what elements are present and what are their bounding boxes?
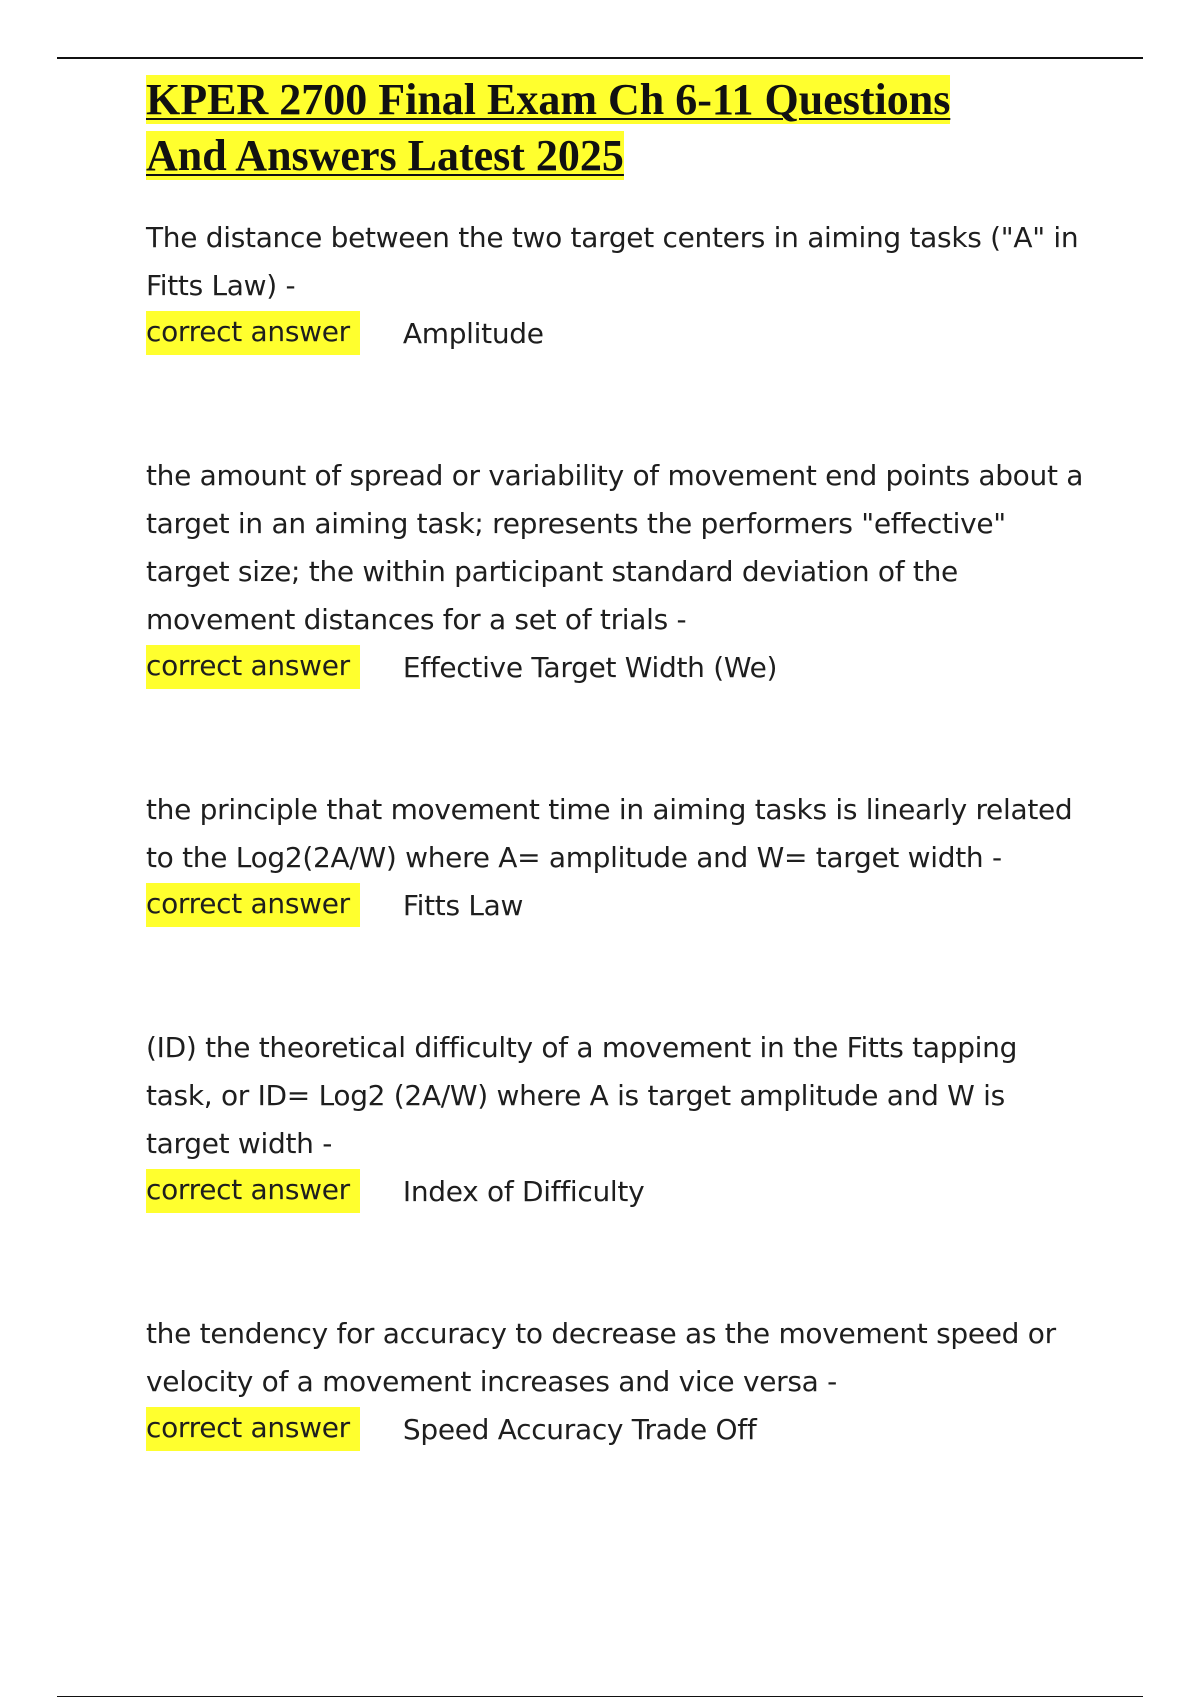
question-text: the principle that movement time in aiming tasks is linearly related to the Log2(2A/W) where A= amplitude and W= target width -: [146, 793, 1073, 874]
question-text: the amount of spread or variability of movement end points about a target in an aiming task; represents the performers "effective" target size; the within participant standard deviation of the movement distances for a set of trials -: [146, 459, 1084, 636]
title-line-1: KPER 2700 Final Exam Ch 6-11 Questions: [146, 75, 951, 124]
answer-text: Fitts Law: [402, 888, 524, 922]
question-text: The distance between the two target centers in aiming tasks ("A" in Fitts Law) -: [146, 221, 1079, 302]
answer-row: [146, 1406, 1086, 1452]
bottom-rule: [57, 1696, 1143, 1697]
question-text: (ID) the theoretical difficulty of a movement in the Fitts tapping task, or ID= Log2 (2A/W) where A is target amplitude and W is target width -: [146, 1031, 1018, 1160]
document-page: [146, 72, 1086, 1548]
top-rule: [57, 57, 1143, 59]
title-line-2: And Answers Latest 2025: [146, 131, 624, 180]
answer-row: [146, 882, 1086, 928]
correct-answer-label: correct answer: [146, 1407, 360, 1451]
answer-text: Index of Difficulty: [402, 1174, 645, 1208]
correct-answer-label: correct answer: [146, 1169, 360, 1213]
answer-row: [146, 1168, 1086, 1214]
qa-list: [146, 214, 1086, 1452]
answer-text: Effective Target Width (We): [402, 650, 778, 684]
answer-row: [146, 644, 1086, 690]
answer-row: [146, 310, 1086, 356]
qa-item-2: [146, 452, 1086, 690]
correct-answer-label: correct answer: [146, 883, 360, 927]
correct-answer-label: correct answer: [146, 645, 360, 689]
qa-item-4: [146, 1024, 1086, 1214]
qa-item-5: [146, 1310, 1086, 1452]
question-text: the tendency for accuracy to decrease as the movement speed or velocity of a movement increases and vice versa -: [146, 1317, 1056, 1398]
document-title: [146, 72, 1086, 184]
answer-text: Amplitude: [402, 316, 544, 350]
qa-item-1: [146, 214, 1086, 356]
answer-text: Speed Accuracy Trade Off: [402, 1412, 757, 1446]
correct-answer-label: correct answer: [146, 311, 360, 355]
qa-item-3: [146, 786, 1086, 928]
